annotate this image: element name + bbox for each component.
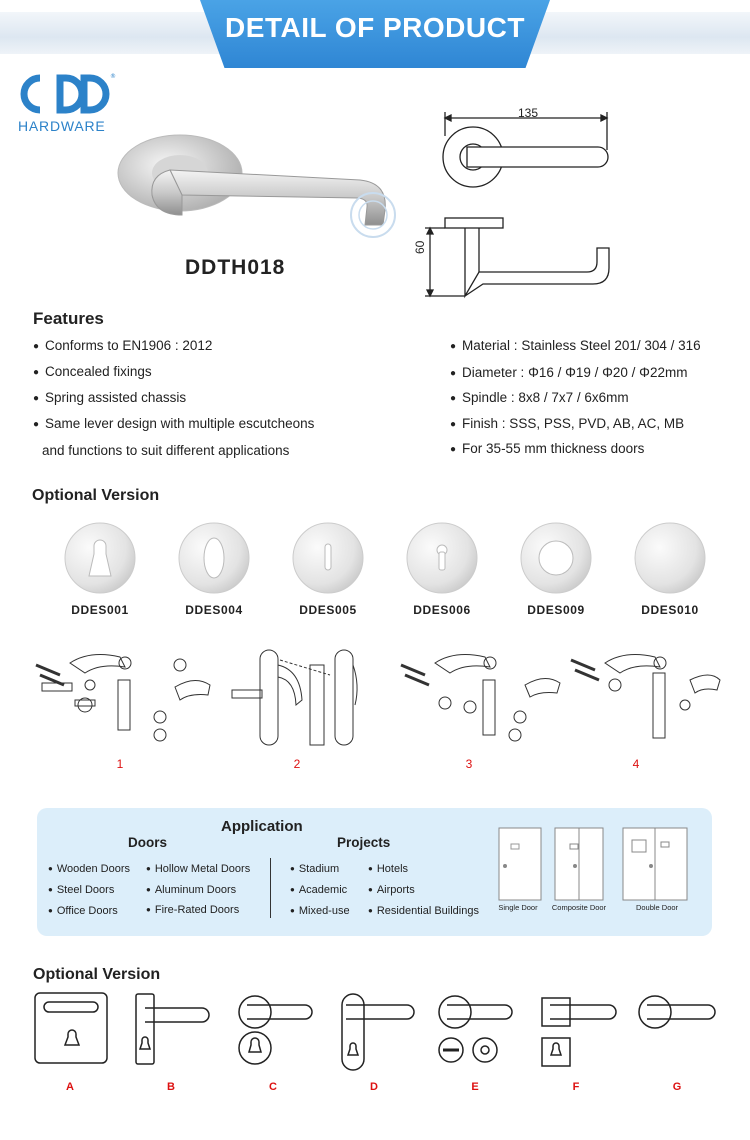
exploded-view-2-icon: [232, 650, 357, 745]
dimension-length: 135: [518, 106, 539, 120]
svg-text:®: ®: [110, 73, 116, 80]
variant-d-icon: [342, 994, 414, 1070]
variant-label-e: E: [471, 1081, 479, 1093]
escutcheon-ddes010-icon: [635, 523, 705, 593]
escutcheon-ddes004-icon: [179, 523, 249, 593]
feature-left-2: ● Concealed fixings: [33, 364, 152, 379]
door-type-illustrations: [495, 826, 695, 902]
feature-right-5: ● For 35-55 mm thickness doors: [450, 441, 645, 456]
exploded-view-4-icon: [571, 655, 720, 738]
project-item: ● Academic: [290, 884, 348, 896]
features-title: Features: [33, 309, 104, 328]
feature-right-3: ● Spindle : 8x8 / 7x7 / 6x6mm: [450, 390, 629, 405]
door-type-item: ● Aluminum Doors: [146, 884, 237, 896]
escutcheon-ddes006-icon: [407, 523, 477, 593]
variant-c-icon: [239, 996, 312, 1064]
door-caption-double: Double Door: [635, 903, 679, 912]
feature-left-3: ● Spring assisted chassis: [33, 390, 187, 405]
variant-g-icon: [639, 996, 715, 1028]
variant-a-icon: [35, 993, 107, 1063]
door-type-item: ● Hollow Metal Doors: [146, 863, 251, 875]
escutcheon-label-4: DDES006: [413, 603, 471, 617]
door-caption-composite: Composite Door: [551, 903, 607, 912]
variant-label-g: G: [672, 1081, 682, 1093]
handle-variants: [30, 988, 720, 1073]
project-item: ● Mixed-use: [290, 905, 350, 917]
project-item: ● Stadium: [290, 863, 340, 875]
optional-version-title-2: Optional Version: [33, 966, 161, 983]
application-title: Application: [221, 818, 303, 835]
installation-diagrams: [30, 645, 720, 760]
variant-b-icon: [136, 994, 209, 1064]
double-door-icon: [623, 828, 687, 900]
feature-right-2: ● Diameter : Φ16 / Φ19 / Φ20 / Φ22mm: [450, 365, 688, 380]
variant-label-f: F: [572, 1081, 580, 1093]
door-caption-single: Single Door: [498, 903, 538, 912]
installation-number-2: 2: [293, 757, 301, 771]
escutcheon-ddes009-icon: [521, 523, 591, 593]
installation-number-1: 1: [116, 757, 124, 771]
project-item: ● Residential Buildings: [368, 905, 479, 917]
escutcheon-label-1: DDES001: [71, 603, 129, 617]
escutcheon-label-2: DDES004: [185, 603, 243, 617]
brand-name: HARDWARE: [18, 118, 106, 134]
door-type-item: ● Fire-Rated Doors: [146, 904, 240, 916]
technical-drawing: [415, 100, 615, 300]
variant-label-b: B: [167, 1081, 175, 1093]
installation-number-4: 4: [632, 757, 640, 771]
project-item: ● Airports: [368, 884, 415, 896]
exploded-view-1-icon: [36, 655, 210, 741]
door-type-item: ● Steel Doors: [48, 884, 115, 896]
escutcheon-label-5: DDES009: [527, 603, 585, 617]
escutcheon-row: [30, 520, 730, 600]
variant-label-a: A: [66, 1081, 74, 1093]
door-type-item: ● Office Doors: [48, 905, 118, 917]
product-model: DDTH018: [185, 256, 286, 279]
door-type-item: ● Wooden Doors: [48, 863, 131, 875]
composite-door-icon: [555, 828, 603, 900]
doors-heading: Doors: [128, 835, 168, 850]
projects-heading: Projects: [337, 835, 391, 850]
exploded-view-3-icon: [401, 655, 560, 741]
banner-title: DETAIL OF PRODUCT: [225, 12, 525, 43]
escutcheon-label-3: DDES005: [299, 603, 357, 617]
escutcheon-label-6: DDES010: [641, 603, 699, 617]
feature-right-1: ● Material : Stainless Steel 201/ 304 / 316: [450, 338, 701, 353]
variant-label-d: D: [370, 1081, 378, 1093]
brand-logo-icon: [18, 70, 118, 118]
feature-left-1: ● Conforms to EN1906 : 2012: [33, 338, 213, 353]
feature-left-4: ● Same lever design with multiple escutcheons: [33, 416, 315, 431]
escutcheon-ddes001-icon: [65, 523, 135, 593]
project-item: ● Hotels: [368, 863, 409, 875]
variant-f-icon: [542, 998, 616, 1066]
variant-label-c: C: [269, 1081, 277, 1093]
feature-left-5: and functions to suit different applications: [42, 443, 290, 458]
dimension-height: 60: [413, 240, 427, 254]
variant-e-icon: [439, 996, 512, 1062]
single-door-icon: [499, 828, 541, 900]
optional-version-title-1: Optional Version: [32, 487, 160, 504]
installation-number-3: 3: [465, 757, 473, 771]
feature-right-4: ● Finish : SSS, PSS, PVD, AB, AC, MB: [450, 416, 685, 431]
watermark-seal-icon: [348, 190, 398, 240]
application-divider: [270, 858, 271, 918]
escutcheon-ddes005-icon: [293, 523, 363, 593]
